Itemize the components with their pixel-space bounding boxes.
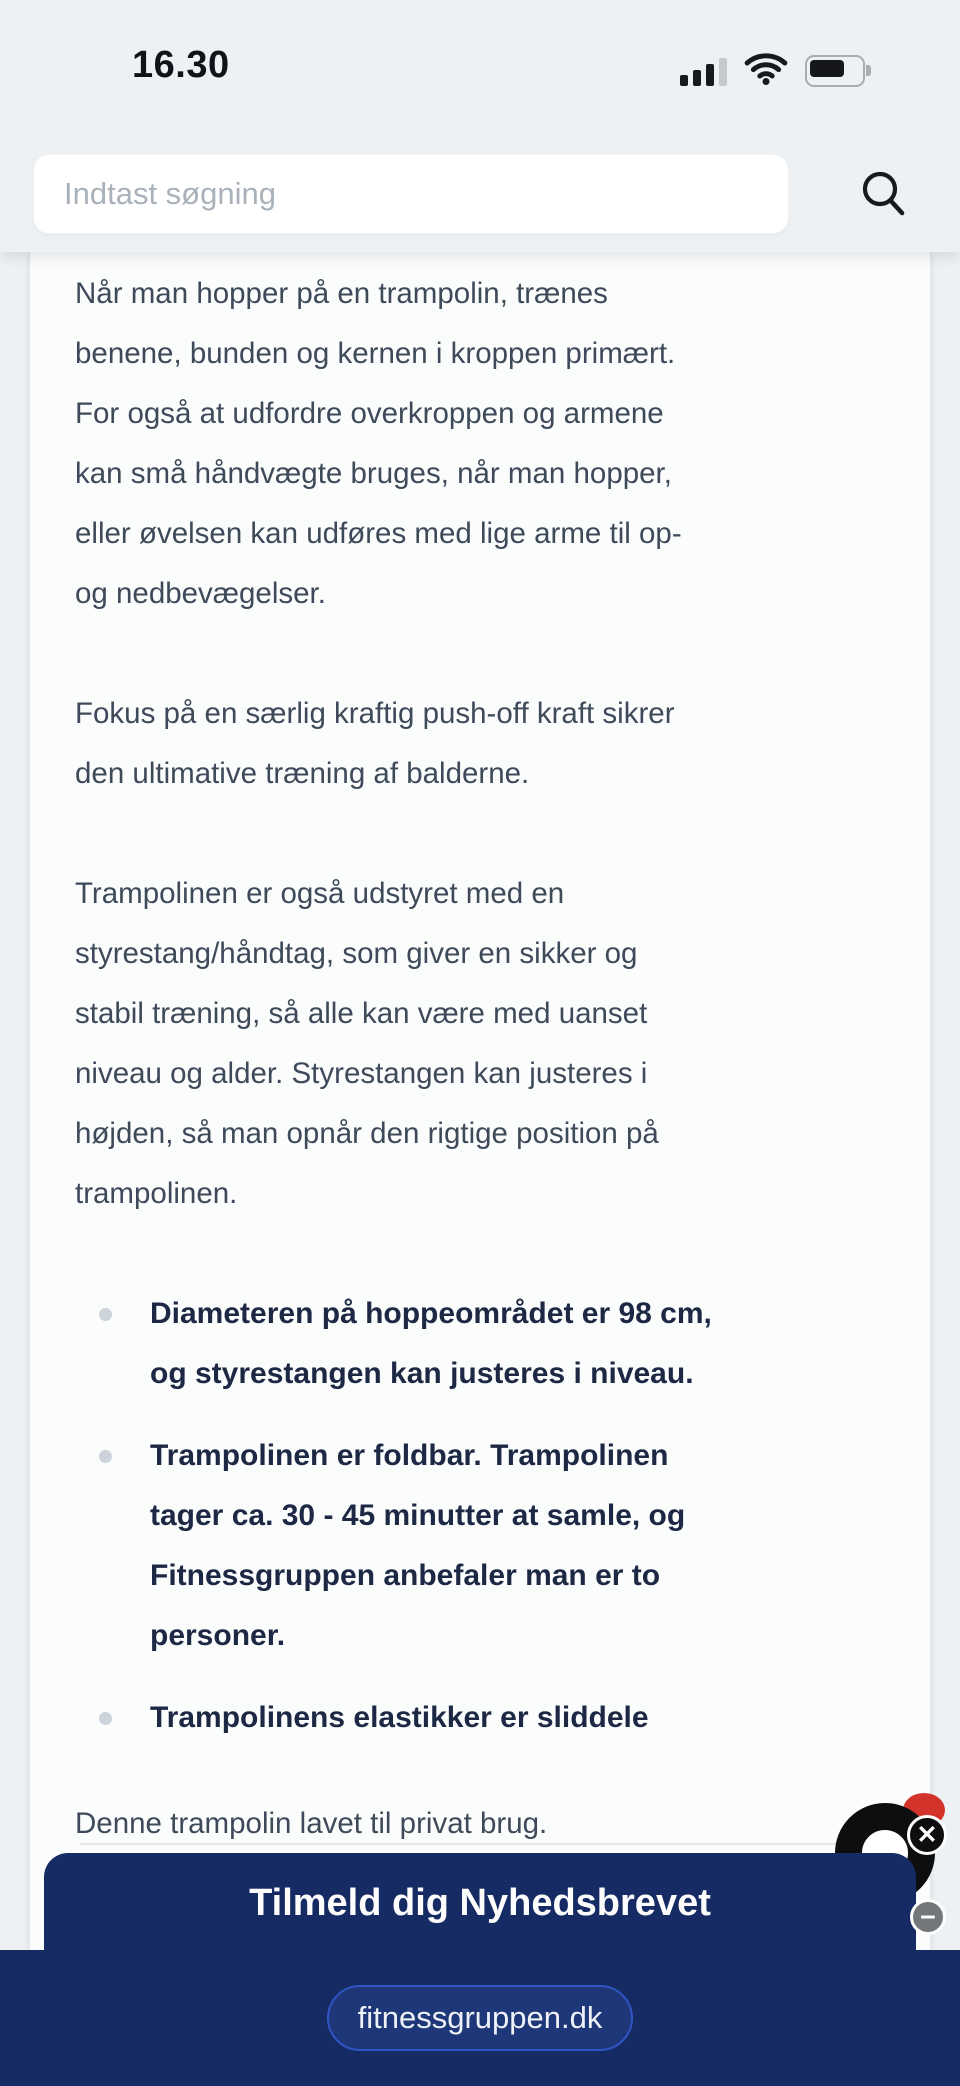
widget-minimize-button[interactable] — [910, 1899, 946, 1935]
status-icons — [680, 52, 865, 90]
feature-bullet-list — [75, 1284, 890, 1748]
status-time: 16.30 — [132, 44, 230, 86]
bullet-marker-icon — [99, 1450, 112, 1463]
minus-icon: − — [920, 1901, 936, 1932]
battery-icon — [805, 55, 865, 87]
bullet-item — [75, 1284, 890, 1404]
text-line: niveau og alder. Styrestangen kan justeres i — [75, 1057, 648, 1090]
bullet-marker-icon — [99, 1712, 112, 1725]
wifi-icon — [744, 52, 788, 90]
text-line: højden, så man opnår den rigtige position på — [75, 1117, 659, 1150]
text-line: For også at udfordre overkroppen og armene — [75, 397, 664, 430]
text-line: Fitnessgruppen anbefaler man er to — [150, 1559, 661, 1592]
text-line: Trampolinen er foldbar. Trampolinen — [150, 1439, 669, 1472]
text-line: Trampolinens elastikker er sliddele — [150, 1701, 649, 1734]
address-url: fitnessgruppen.dk — [357, 2000, 603, 2035]
closing-paragraph — [75, 1794, 890, 1854]
close-icon: ✕ — [916, 1820, 938, 1849]
newsletter-banner-title: Tilmeld dig Nyhedsbrevet — [249, 1882, 711, 1924]
text-line: Når man hopper på en trampolin, trænes — [75, 277, 608, 310]
bullet-item — [75, 1426, 890, 1666]
text-line: Fokus på en særlig kraftig push-off kraft sikrer — [75, 697, 675, 730]
address-pill[interactable] — [327, 1985, 633, 2051]
text-line: den ultimative træning af balderne. — [75, 757, 530, 790]
paragraph — [75, 684, 890, 804]
paragraph — [75, 864, 890, 1224]
text-line: og nedbevægelser. — [75, 577, 326, 610]
text-line: og styrestangen kan justeres i niveau. — [150, 1357, 694, 1390]
text-line: personer. — [150, 1619, 286, 1652]
text-line: trampolinen. — [75, 1177, 238, 1210]
search-input[interactable] — [33, 154, 789, 234]
text-line: kan små håndvægte bruges, når man hopper, — [75, 457, 672, 490]
bullet-marker-icon — [99, 1308, 112, 1321]
section-divider — [80, 1843, 900, 1845]
paragraph — [75, 264, 890, 624]
content-card — [30, 250, 930, 1952]
text-line: eller øvelsen kan udføres med lige arme til op- — [75, 517, 682, 550]
cellular-signal-icon — [680, 56, 727, 86]
product-description — [75, 264, 890, 1854]
search-icon[interactable] — [858, 168, 910, 220]
text-line: Diameteren på hoppeområdet er 98 cm, — [150, 1297, 712, 1330]
text-line: benene, bunden og kernen i kroppen primært. — [75, 337, 676, 370]
text-line: styrestang/håndtag, som giver en sikker og — [75, 937, 638, 970]
bullet-item — [75, 1688, 890, 1748]
text-line: tager ca. 30 - 45 minutter at samle, og — [150, 1499, 686, 1532]
text-line: Denne trampolin lavet til privat brug. — [75, 1807, 548, 1840]
text-line: stabil træning, så alle kan være med uanset — [75, 997, 648, 1030]
widget-close-button[interactable] — [907, 1815, 947, 1855]
text-line: Trampolinen er også udstyret med en — [75, 877, 565, 910]
